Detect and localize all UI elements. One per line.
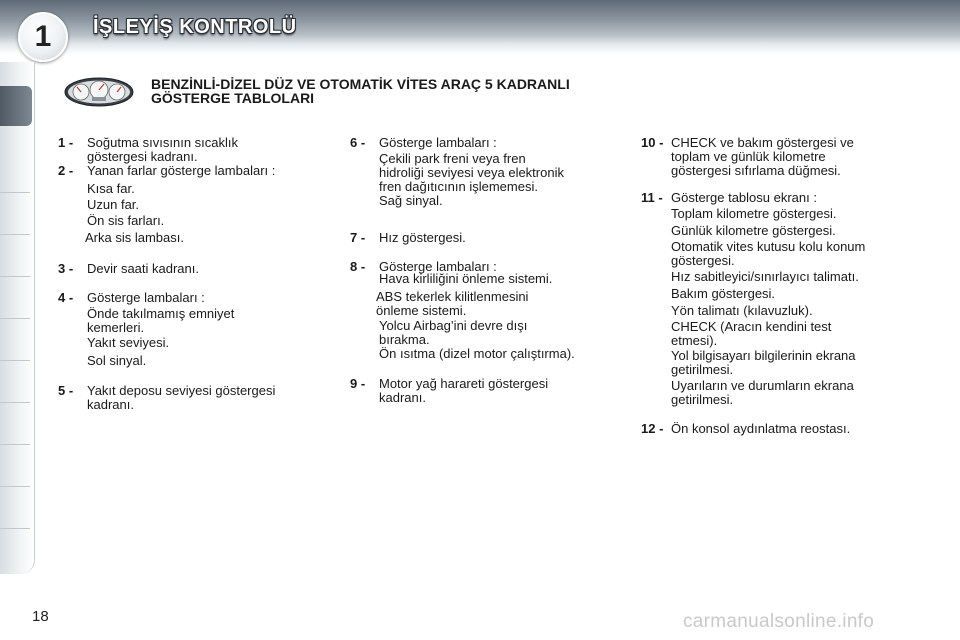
item-text-line: Bakım göstergesi. xyxy=(671,286,776,301)
chapter-tab[interactable] xyxy=(0,318,30,319)
item-text-line: Soğutma sıvısının sıcaklık xyxy=(87,135,239,150)
section-heading xyxy=(151,77,570,105)
item-text-line: Önde takılmamış emniyet xyxy=(87,306,235,321)
item-text-line: Hava kirliliğini önleme sistemi. xyxy=(379,271,553,286)
item-number: 9 - xyxy=(350,376,366,391)
watermark: carmanualsonline.info xyxy=(683,611,875,632)
chapter-tab[interactable] xyxy=(0,360,30,361)
chapter-number: 1 xyxy=(18,12,68,62)
item-text-line: Uyarıların ve durumların ekrana xyxy=(671,378,854,393)
item-text-line: göstergesi kadranı. xyxy=(87,149,198,164)
item-text-line: Sol sinyal. xyxy=(87,353,147,368)
item-text-line: getirilmesi. xyxy=(671,392,734,407)
chapter-tab[interactable] xyxy=(0,486,30,487)
item-text-line: hidroliği seviyesi veya elektronik xyxy=(379,165,564,180)
item-text-line: Devir saati kadranı. xyxy=(87,261,199,276)
item-text-line: önleme sistemi. xyxy=(376,303,467,318)
chapter-tab-active[interactable] xyxy=(0,86,32,126)
item-text-line: Ön sis farları. xyxy=(87,213,165,228)
item-text-line: Toplam kilometre göstergesi. xyxy=(671,206,837,221)
section-title: İŞLEYİŞ KONTROLÜ xyxy=(93,16,297,38)
item-text-line: Yanan farlar gösterge lambaları : xyxy=(87,163,276,178)
item-number: 1 - xyxy=(58,135,74,150)
item-text-line: Hız göstergesi. xyxy=(379,230,466,245)
item-text-line: ABS tekerlek kilitlenmesini xyxy=(376,289,529,304)
item-number: 7 - xyxy=(350,230,366,245)
item-text-line: kemerleri. xyxy=(87,320,145,335)
item-text-line: etmesi). xyxy=(671,333,718,348)
item-text-line: bırakma. xyxy=(379,332,430,347)
item-text-line: toplam ve günlük kilometre xyxy=(671,149,826,164)
item-text-line: Otomatik vites kutusu kolu konum xyxy=(671,239,866,254)
item-text-line: göstergesi. xyxy=(671,253,735,268)
item-text-line: Yolcu Airbag’ini devre dışı xyxy=(379,318,528,333)
item-number: 6 - xyxy=(350,135,366,150)
chapter-tab[interactable] xyxy=(0,528,30,529)
top-banner-fade xyxy=(0,44,960,54)
item-text-line: Sağ sinyal. xyxy=(379,193,443,208)
item-number: 11 - xyxy=(641,190,663,205)
chapter-tab[interactable] xyxy=(0,276,30,277)
item-text-line: Gösterge lambaları : xyxy=(87,290,205,305)
item-text-line: Kısa far. xyxy=(87,181,135,196)
instrument-cluster-icon xyxy=(64,77,134,107)
item-text-line: Ön konsol aydınlatma reostası. xyxy=(671,421,851,436)
item-text-line: Arka sis lambası. xyxy=(85,230,184,245)
item-text-line: Günlük kilometre göstergesi. xyxy=(671,223,836,238)
item-number: 12 - xyxy=(641,421,664,436)
item-text-line: Ön ısıtma (dizel motor çalıştırma). xyxy=(379,346,575,361)
item-text-line: Gösterge lambaları : xyxy=(379,135,497,150)
item-text-line: CHECK ve bakım göstergesi ve xyxy=(671,135,854,150)
item-text-line: Çekili park freni veya fren xyxy=(379,151,526,166)
item-number: 3 - xyxy=(58,261,74,276)
item-text-line: fren dağıtıcının işlememesi. xyxy=(379,179,538,194)
item-text-line: Yakıt seviyesi. xyxy=(87,335,170,350)
heading-line-1: BENZİNLİ-DİZEL DÜZ VE OTOMATİK VİTES ARAÇ 5 KADRANLI xyxy=(151,76,570,92)
item-text-line: Yön talimatı (kılavuzluk). xyxy=(671,303,813,318)
page-number: 18 xyxy=(32,608,49,625)
chapter-tab-strip xyxy=(0,62,35,574)
chapter-tab[interactable] xyxy=(0,234,30,235)
item-number: 10 - xyxy=(641,135,664,150)
item-text-line: Motor yağ harareti göstergesi xyxy=(379,376,549,391)
item-text-line: Gösterge tablosu ekranı : xyxy=(671,190,817,205)
item-text-line: Yakıt deposu seviyesi göstergesi xyxy=(87,383,276,398)
chapter-tab[interactable] xyxy=(0,444,30,445)
item-text-line: CHECK (Aracın kendini test xyxy=(671,319,832,334)
item-text-line: Gösterge lambaları : xyxy=(379,259,497,274)
chapter-tab[interactable] xyxy=(0,192,30,193)
item-number: 8 - xyxy=(350,259,366,274)
item-number: 5 - xyxy=(58,383,74,398)
item-text-line: kadranı. xyxy=(87,397,134,412)
item-text-line: Uzun far. xyxy=(87,197,140,212)
heading-line-2: GÖSTERGE TABLOLARI xyxy=(151,90,315,106)
chapter-tab[interactable] xyxy=(0,402,30,403)
item-number: 2 - xyxy=(58,163,74,178)
item-text-line: Yol bilgisayarı bilgilerinin ekrana xyxy=(671,348,856,363)
item-number: 4 - xyxy=(58,290,74,305)
item-text-line: göstergesi sıfırlama düğmesi. xyxy=(671,163,841,178)
item-text-line: getirilmesi. xyxy=(671,362,734,377)
item-text-line: Hız sabitleyici/sınırlayıcı talimatı. xyxy=(671,269,859,284)
item-text-line: kadranı. xyxy=(379,390,426,405)
